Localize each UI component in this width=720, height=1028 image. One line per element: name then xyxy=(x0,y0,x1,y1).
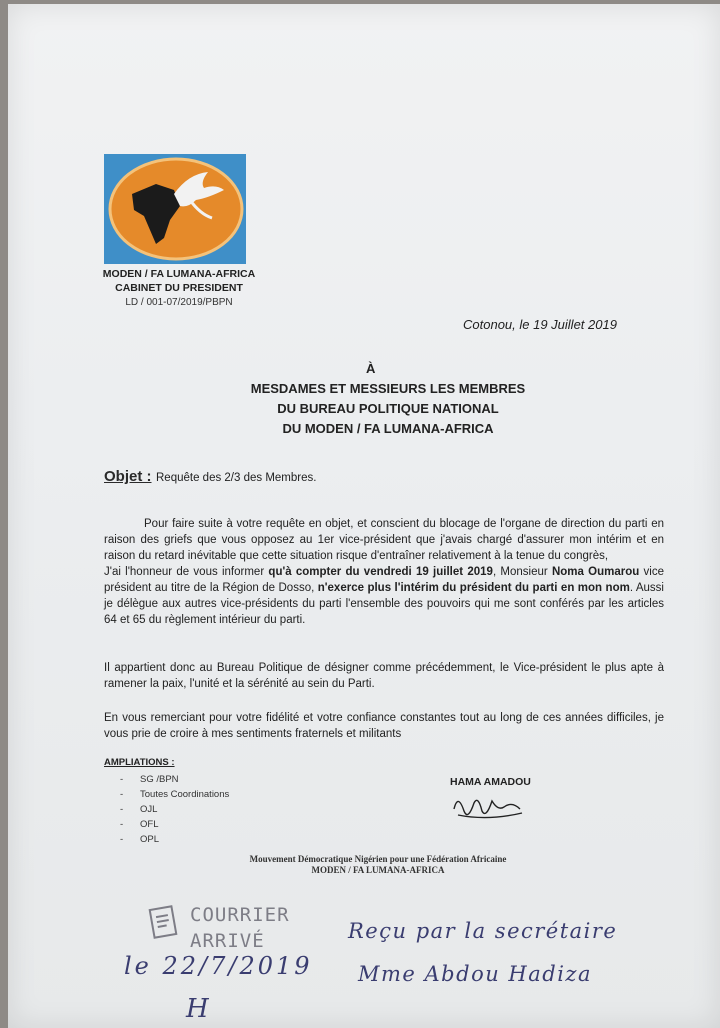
recipient-line: DU BUREAU POLITIQUE NATIONAL xyxy=(277,401,499,416)
letterhead-org xyxy=(94,267,264,295)
body-text-bold: qu'à compter du vendredi 19 juillet 2019 xyxy=(268,566,493,578)
body-paragraph-3: En vous remerciant pour votre fidélité et votre confiance constantes tout au long de ces années difficiles, je vous prie de croire à mes sentiments fraternels et militants xyxy=(104,712,664,740)
letter-page xyxy=(8,4,720,1028)
body-text: vice président au titre de la Région de Dosso, xyxy=(104,566,664,594)
ampliation-item: - OFL xyxy=(120,817,229,832)
document-footer xyxy=(158,854,598,876)
document-stamp-icon xyxy=(146,902,182,947)
body-text: J'ai l'honneur de vous informer xyxy=(104,566,269,578)
body-text: , Monsieur xyxy=(492,566,552,578)
recipient-a: À xyxy=(366,361,376,376)
signer-name: HAMA AMADOU xyxy=(450,776,531,788)
body-text: . Aussi je délègue aux autres vice-présidents du parti l'ensemble des pouvoirs qui me sont conférés par les articles 64 et 65 du règlement intérieur du parti. xyxy=(104,582,664,626)
body-paragraph-1 xyxy=(104,516,664,628)
ampliation-item: - Toutes Coordinations xyxy=(120,787,229,802)
reference-number: LD / 001-07/2019/PBPN xyxy=(125,297,233,308)
handwritten-recipient-name: Mme Abdou Hadiza xyxy=(358,962,592,986)
body-paragraph-2: Il appartient donc au Bureau Politique de désigner comme précédemment, le Vice-président le plus apte à ramener la paix, l'unité et la sérénité au sein du Parti. xyxy=(104,662,664,690)
party-logo xyxy=(104,154,246,264)
stamp-line: COURRIER xyxy=(190,904,290,926)
cabinet-title: CABINET DU PRESIDENT xyxy=(115,282,243,294)
recipient-block xyxy=(188,379,588,439)
ampliation-item: - OJL xyxy=(120,802,229,817)
date-line: Cotonou, le 19 Juillet 2019 xyxy=(463,317,617,332)
body-text-bold: Noma Oumarou xyxy=(551,566,640,578)
ampliation-item: - OPL xyxy=(120,832,229,847)
footer-line: Mouvement Démocratique Nigérien pour une Fédération Africaine xyxy=(249,854,507,864)
footer-line: MODEN / FA LUMANA-AFRICA xyxy=(311,865,445,875)
recipient-line: DU MODEN / FA LUMANA-AFRICA xyxy=(282,421,494,436)
org-name: MODEN / FA LUMANA-AFRICA xyxy=(102,268,256,280)
ampliations-list xyxy=(120,772,229,847)
handwritten-received-note: Reçu par la secrétaire xyxy=(348,919,618,943)
recipient-line: MESDAMES ET MESSIEURS LES MEMBRES xyxy=(250,381,526,396)
ampliations-title: AMPLIATIONS : xyxy=(104,757,175,768)
body-text-bold: n'exerce plus l'intérim du président du parti en mon nom xyxy=(317,582,630,594)
subject-text: Requête des 2/3 des Membres. xyxy=(156,472,317,484)
handwritten-initial: H xyxy=(186,994,209,1024)
handwritten-date: le 22/7/2019 xyxy=(124,952,313,980)
subject-label: Objet : xyxy=(104,468,152,485)
body-text: Pour faire suite à votre requête en objet, et conscient du blocage de l'organe de direction du parti en raison des griefs que vous opposez au 1er vice-président que j'avais chargé d'assurer mon intérim et en raison du retard inévitable que cette situation risque d'entraîner relativement à la tenue du congrès, xyxy=(104,518,664,562)
stamp-line: ARRIVÉ xyxy=(190,930,265,952)
handwritten-signature xyxy=(448,789,528,830)
ampliation-item: - SG /BPN xyxy=(120,772,229,787)
received-stamp xyxy=(190,902,290,954)
